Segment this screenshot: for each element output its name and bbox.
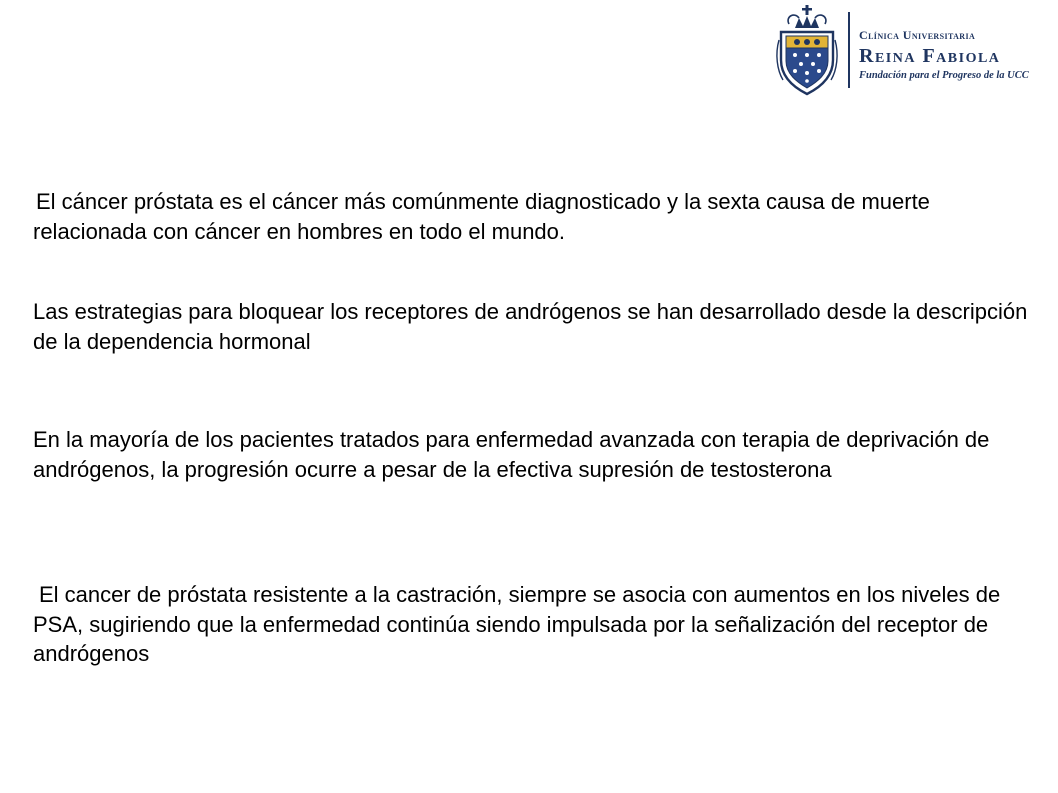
paragraph-castration-resistant: El cancer de próstata resistente a la castración, siempre se asocia con aumentos en los niveles de PSA, sugiriendo que la enfermedad continúa siendo impulsada por la señalización del receptor de andrógenos <box>33 582 1001 666</box>
clinic-logo <box>775 4 1055 96</box>
logo-clinic-line: Clínica Universitaria <box>859 28 976 42</box>
logo-text <box>859 28 1029 82</box>
paragraph-androgen-strategies: Las estrategias para bloquear los receptores de andrógenos se han desarrollado desde la descripción de la dependencia hormonal <box>33 299 1028 354</box>
paragraph-incidence: El cáncer próstata es el cáncer más comúnmente diagnosticado y la sexta causa de muerte relacionada con cáncer en hombres en todo el mundo. <box>33 189 930 244</box>
crest-icon <box>775 4 839 96</box>
logo-tagline: Fundación para el Progreso de la UCC <box>859 70 1029 81</box>
logo-divider <box>848 12 850 88</box>
logo-name-line: Reina Fabiola <box>859 45 1001 67</box>
paragraph-progression: En la mayoría de los pacientes tratados para enfermedad avanzada con terapia de deprivación de andrógenos, la progresión ocurre a pesar de la efectiva supresión de testosterona <box>33 427 990 482</box>
